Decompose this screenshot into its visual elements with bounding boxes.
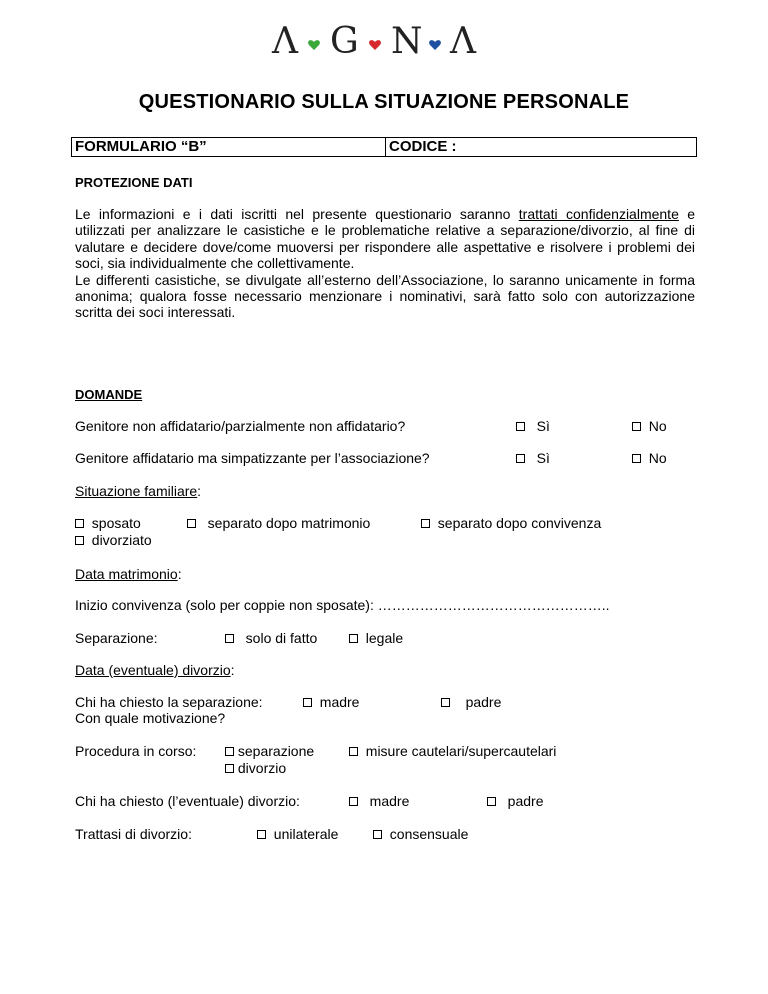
privacy-heading: PROTEZIONE DATI: [75, 175, 193, 190]
inizio-convivenza-label: Inizio convivenza (solo per coppie non sposate): …………………………………………..: [75, 597, 610, 613]
option-separato-convivenza[interactable]: separato dopo convivenza: [421, 515, 601, 531]
checkbox[interactable]: [225, 634, 234, 643]
checkbox[interactable]: [487, 797, 496, 806]
option-misure-cautelari[interactable]: misure cautelari/supercautelari: [349, 743, 556, 759]
option-separato-matrimonio[interactable]: separato dopo matrimonio: [187, 515, 370, 531]
procedura-label: Procedura in corso:: [75, 743, 197, 759]
option-sposato[interactable]: sposato: [75, 515, 141, 531]
formulario-cell: FORMULARIO “B”: [72, 138, 386, 156]
question-affidatario: Genitore affidatario ma simpatizzante per l’associazione?: [75, 450, 430, 466]
privacy-underlined: trattati confidenzialmente: [518, 206, 679, 222]
q2-yes-option[interactable]: Sì: [516, 450, 550, 466]
separazione-label: Separazione:: [75, 630, 158, 646]
chi-divorzio-label: Chi ha chiesto (l’eventuale) divorzio:: [75, 793, 300, 809]
questions-heading: DOMANDE: [75, 387, 143, 402]
data-matrimonio-label: Data matrimonio:: [75, 566, 182, 582]
codice-cell: CODICE :: [389, 138, 457, 155]
checkbox[interactable]: [257, 830, 266, 839]
page-title: QUESTIONARIO SULLA SITUAZIONE PERSONALE: [138, 91, 630, 113]
checkbox[interactable]: [516, 454, 525, 463]
divorzio-option-padre[interactable]: padre: [487, 793, 543, 809]
motivazione-label: Con quale motivazione?: [75, 710, 226, 726]
option-consensuale[interactable]: consensuale: [373, 826, 468, 842]
red-heart-icon: [369, 40, 381, 50]
checkbox[interactable]: [516, 422, 525, 431]
checkbox[interactable]: [349, 747, 358, 756]
checkbox[interactable]: [632, 422, 641, 431]
green-heart-icon: [308, 40, 320, 50]
divorzio-option-madre[interactable]: madre: [349, 793, 409, 809]
option-divorzio[interactable]: divorzio: [225, 760, 286, 776]
option-solo-di-fatto[interactable]: solo di fatto: [225, 630, 317, 646]
checkbox[interactable]: [632, 454, 641, 463]
checkbox[interactable]: [187, 519, 196, 528]
blue-heart-icon: [429, 40, 441, 50]
q1-yes-option[interactable]: Sì: [516, 418, 550, 434]
trattasi-divorzio-label: Trattasi di divorzio:: [75, 826, 192, 842]
form-header-table: [71, 137, 697, 157]
chi-separazione-label: Chi ha chiesto la separazione:: [75, 694, 263, 710]
q2-no-option[interactable]: No: [632, 450, 667, 466]
checkbox[interactable]: [75, 519, 84, 528]
question-non-affidatario: Genitore non affidatario/parzialmente non affidatario?: [75, 418, 406, 434]
option-legale[interactable]: legale: [349, 630, 403, 646]
logo-letter-3: N: [391, 21, 423, 60]
privacy-text-1a: Le informazioni e i dati iscritti nel presente questionario saranno: [75, 206, 519, 222]
checkbox[interactable]: [75, 536, 84, 545]
privacy-text-1b: e utilizzati per analizzare le casistiche e le problematiche relative a separazione/divorzio, al fine di valutare e decidere dove/come muoversi per rispondere alle aspettative e risolvere i problemi dei soci, sia individualmente che collettivamente.: [75, 206, 696, 272]
separazione-option-padre[interactable]: padre: [441, 694, 501, 710]
logo-letter-4: Λ: [450, 21, 476, 60]
logo-letter-1: Λ: [272, 21, 298, 60]
data-divorzio-label: Data (eventuale) divorzio:: [75, 662, 235, 678]
checkbox[interactable]: [349, 797, 358, 806]
checkbox[interactable]: [225, 764, 234, 773]
agna-logo: [270, 20, 500, 60]
checkbox[interactable]: [441, 698, 450, 707]
option-unilaterale[interactable]: unilaterale: [257, 826, 338, 842]
option-divorziato[interactable]: divorziato: [75, 532, 152, 548]
situazione-familiare-label: Situazione familiare:: [75, 483, 202, 499]
checkbox[interactable]: [373, 830, 382, 839]
checkbox[interactable]: [303, 698, 312, 707]
option-separazione[interactable]: separazione: [225, 743, 314, 759]
privacy-text-2: Le differenti casistiche, se divulgate all’esterno dell’Associazione, lo saranno unicamente in forma anonima; qualora fosse necessario menzionare i nominativi, sarà fatto solo con autorizzazione scritta dei soci interessati.: [75, 271, 695, 321]
logo-letter-2: G: [330, 21, 359, 60]
q1-no-option[interactable]: No: [632, 418, 667, 434]
privacy-text: [75, 206, 695, 321]
checkbox[interactable]: [349, 634, 358, 643]
checkbox[interactable]: [421, 519, 430, 528]
separazione-option-madre[interactable]: madre: [303, 694, 359, 710]
checkbox[interactable]: [225, 747, 234, 756]
